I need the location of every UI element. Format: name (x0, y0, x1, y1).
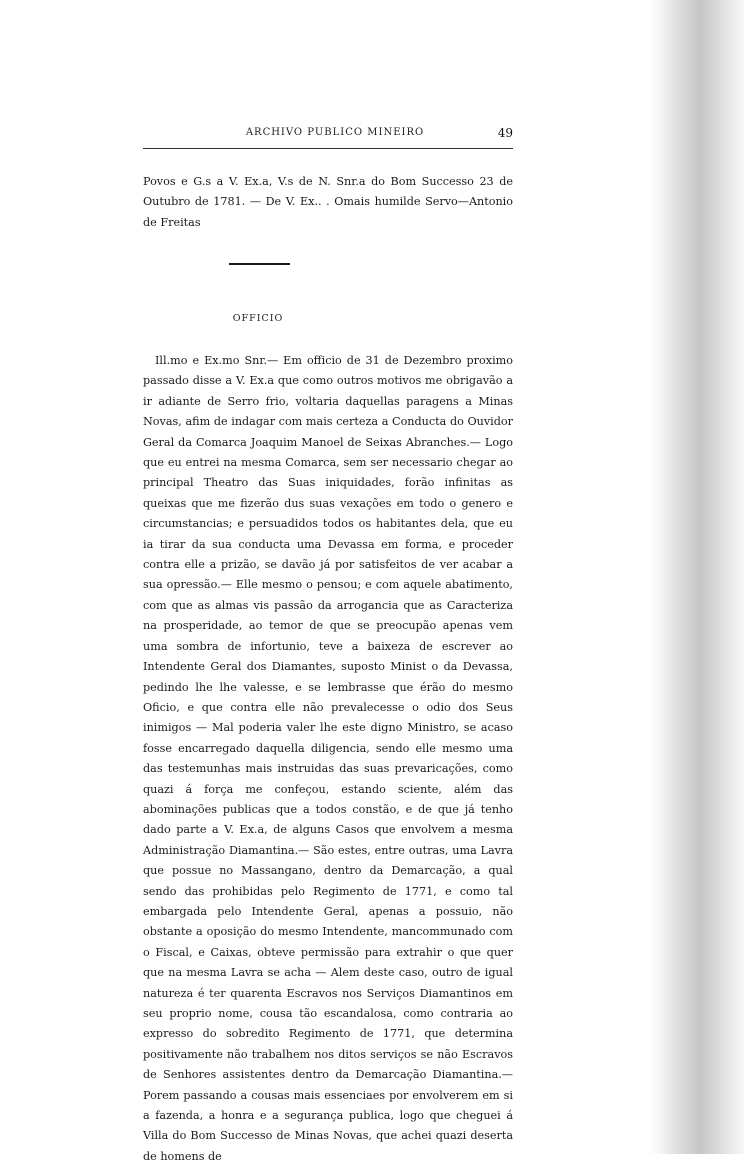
page-number: 49 (497, 126, 513, 140)
running-header (157, 127, 513, 145)
letter-body-text: Ill.mo e Ex.mo Snr.— Em officio de 31 de Dezembro proximo passado disse a V. Ex.a que como outros motivos me obrigavão a ir adiante de Serro frio, voltaria daquellas paragens a Minas Novas, afim de indagar com mais certeza a Conducta do Ouvidor Geral da Comarca Joaquim Manoel de Seixas Abranches.— Logo que eu entrei na mesma Comarca, sem ser necessario chegar ao principal Theatro das Suas iniquidades, forão infinitas as queixas que me fizerão dus suas vexações em todo o genero e circumstancias; e persuadidos todos os habitantes dela, que eu ia tirar da sua conducta uma Devassa em forma, e proceder contra elle a prizão, se davão já por satisfeitos de ver acabar a sua opressão.— Elle mesmo o pensou; e com aquele abatimento, com que as almas vis passão da arrogancia que as Caracteriza na prosperidade, ao temor de que se preocupão apenas vem uma sombra de infortunio, teve a baixeza de escrever ao Intendente Geral dos Diamantes, suposto Minist o da Devassa, pedindo lhe lhe valesse, e se lembrasse que érão do mesmo Oficio, e que contra elle não prevalecesse o odio dos Seus inimigos — Mal poderia valer lhe este digno Ministro, se acaso fosse encarregado daquella diligencia, sendo elle mesmo uma das testemunhas mais instruidas das suas prevaricações, como quazi á força me confeçou, estando sciente, além das abominações publicas que a todos constão, e de que já tenho dado parte a V. Ex.a, de alguns Casos que envolvem a mesma Administração Diamantina.— São estes, entre outras, uma Lavra que possue no Massangano, dentro da Demarcação, a qual sendo das prohibidas pelo Regimento de 1771, e como tal embargada pelo Intendente Geral, apenas a possuio, não obstante a oposição do mesmo Intendente, mancommunado com o Fiscal, e Caixas, obteve permissão para extrahir o que quer que na mesma Lavra se acha — Alem deste caso, outro de igual natureza é ter quarenta Escravos nos Serviços Diamantinos em seu proprio nome, cousa tão escandalosa, como contraria ao expresso do sobredito Regimento de 1771, que determina positivamente não trabalhem nos ditos serviços se não Escravos de Senhores assistentes dentro da Demarcação Diamantina.— Porem passando a cousas mais essenciaes por envolverem em si a fazenda, a honra e a segurança publica, logo que cheguei á Villa do Bom Successo de Minas Novas, que achei quazi deserta de homens de (143, 354, 513, 1163)
header-rule (143, 148, 513, 149)
section-divider (229, 263, 290, 265)
running-header-title: ARCHIVO PUBLICO MINEIRO (245, 127, 425, 138)
page-binding-shadow (648, 0, 744, 1154)
section-title: OFFICIO (232, 313, 284, 324)
closing-paragraph-text: Povos e G.s a V. Ex.a, V.s de N. Snr.a do Bom Successo 23 de Outubro de 1781. — De V. Ex.. . Omais humilde Servo—Antonio de Freitas (143, 175, 513, 229)
closing-paragraph (143, 172, 513, 233)
letter-body (143, 351, 513, 1167)
